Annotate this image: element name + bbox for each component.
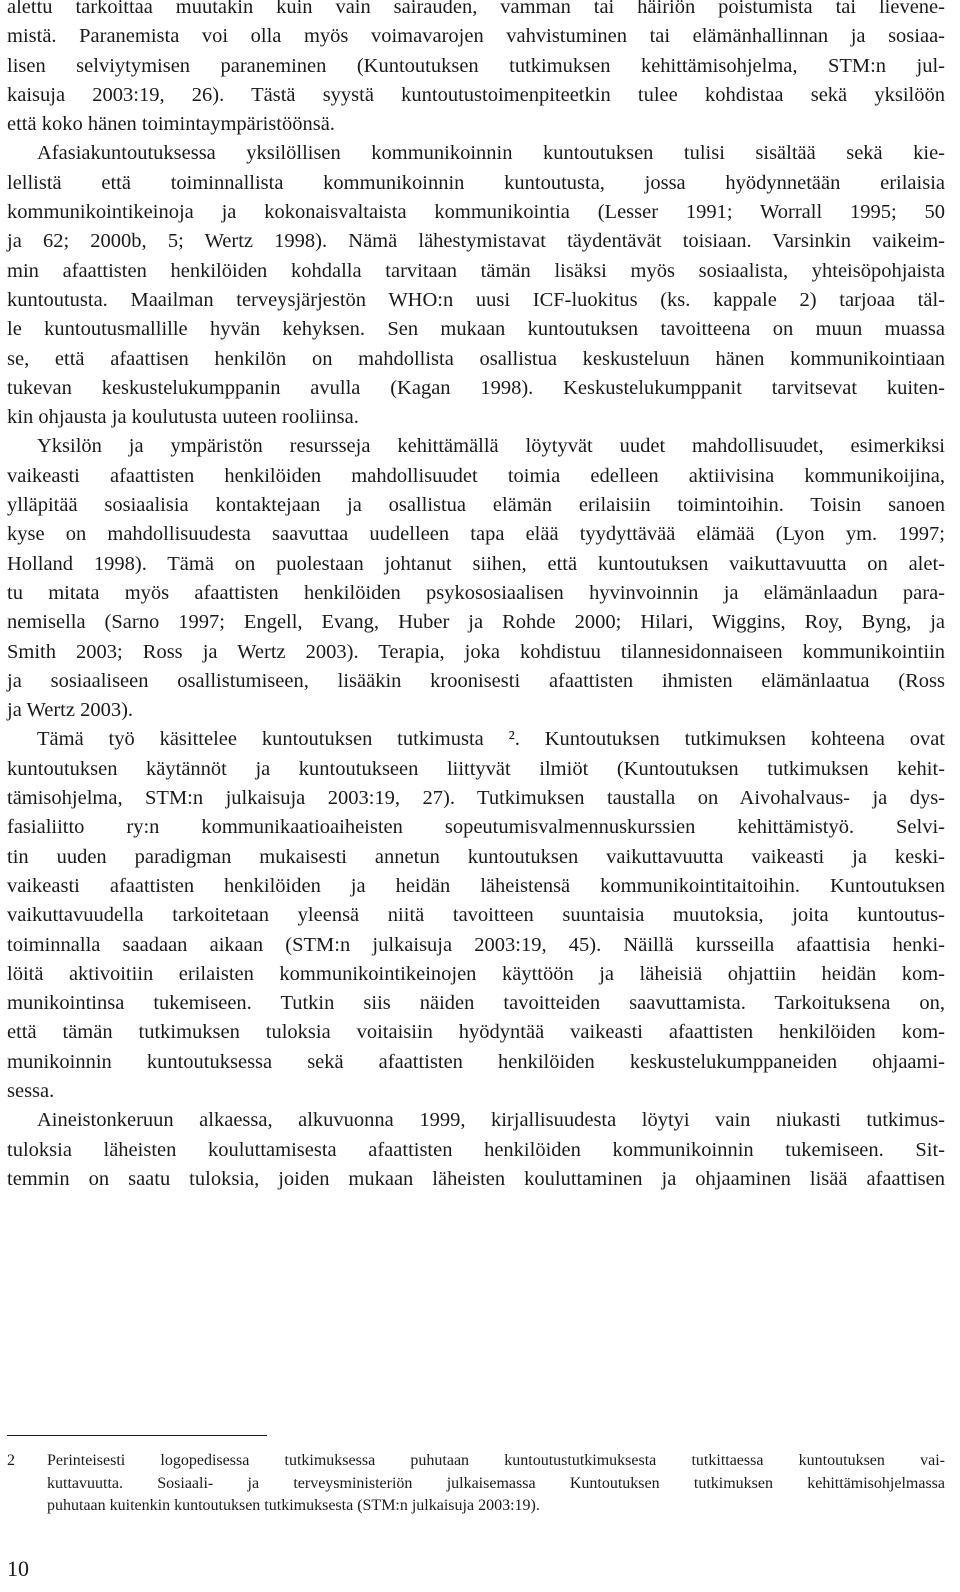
- text-line: Afasiakuntoutuksessa yksilöllisen kommunikoinnin kuntoutuksen tulisi sisältää sekä kie-: [37, 142, 945, 165]
- text-line: Aineistonkeruun alkaessa, alkuvuonna 1999, kirjallisuudesta löytyi vain niukasti tutkimus-: [37, 1109, 945, 1132]
- text-line: alettu tarkoittaa muutakin kuin vain sairauden, vamman tai häiriön poistumista tai lievene-: [7, 0, 945, 18]
- footnote-line: Perinteisesti logopedisessa tutkimuksessa puhutaan kuntoutustutkimuksesta tutkittaessa kuntoutuksen vai-: [47, 1452, 945, 1469]
- text-line: lellistä että toiminnallista kommunikoinnin kuntoutusta, jossa hyödynnetään erilaisia: [7, 171, 945, 194]
- paragraph: [7, 725, 945, 1106]
- text-line: lisen selviytymisen paraneminen (Kuntoutuksen tutkimuksen kehittämisohjelma, STM:n jul-: [7, 54, 945, 77]
- footnote-divider: [7, 1435, 267, 1436]
- text-line: min afaattisten henkilöiden kohdalla tarvitaan tämän lisäksi myös sosiaalista, yhteisöpohjaista: [7, 259, 945, 282]
- text-line: kommunikointikeinoja ja kokonaisvaltaista kommunikointia (Lesser 1991; Worrall 1995; 50: [7, 201, 945, 224]
- text-line: ja 62; 2000b, 5; Wertz 1998). Nämä lähestymistavat täydentävät toisiaan. Varsinkin vaikeim-: [7, 230, 945, 253]
- text-line: vaikeasti afaattisten henkilöiden ja heidän läheistensä kommunikointitaitoihin. Kuntoutuksen: [7, 874, 945, 897]
- text-line: munikoinnin kuntoutuksessa sekä afaattisten henkilöiden keskustelukumppaneiden ohjaami-: [7, 1050, 945, 1073]
- paragraph: [7, 139, 945, 432]
- paragraph: [7, 432, 945, 725]
- text-line: ylläpitää sosiaalisia kontaktejaan ja osallistua elämän erilaisiin toimintoihin. Toisin sanoen: [7, 494, 945, 517]
- text-line: tuloksia läheisten kouluttamisesta afaattisten henkilöiden kommunikoinnin tukemiseen. Sit-: [7, 1138, 945, 1161]
- page-number: 10: [7, 1556, 29, 1581]
- text-line: tu mitata myös afaattisten henkilöiden psykososiaalisen hyvinvoinnin ja elämänlaadun para-: [7, 581, 945, 604]
- text-line: Holland 1998). Tämä on puolestaan johtanut siihen, että kuntoutuksen vaikuttavuutta on alet-: [7, 552, 945, 575]
- text-line: Smith 2003; Ross ja Wertz 2003). Terapia, joka kohdistuu tilannesidonnaiseen kommunikointiin: [7, 640, 945, 663]
- text-line: tin uuden paradigman mukaisesti annetun kuntoutuksen vaikuttavuutta vaikeasti ja keski-: [7, 845, 945, 868]
- text-line: kyse on mahdollisuudesta saavuttaa uudelleen tapa elää tyydyttävää elämää (Lyon ym. 1997;: [7, 523, 945, 546]
- text-line: löitä aktivoitiin erilaisten kommunikointikeinojen käyttöön ja läheisiä ohjattiin heidän kom-: [7, 962, 945, 985]
- text-line: vaikeasti afaattisten henkilöiden mahdollisuudet toimia edelleen aktiivisina kommunikoijina,: [7, 464, 945, 487]
- text-line: temmin on saatu tuloksia, joiden mukaan läheisten kouluttaminen ja ohjaaminen lisää afaattisen: [7, 1167, 945, 1190]
- body-text: [7, 0, 945, 1194]
- text-line: le kuntoutusmallille hyvän kehyksen. Sen mukaan kuntoutuksen tavoitteena on muun muassa: [7, 318, 945, 341]
- text-line: mistä. Paranemista voi olla myös voimavarojen vahvistuminen tai elämänhallinnan ja sosiaa-: [7, 25, 945, 48]
- footnote-text: [47, 1450, 945, 1518]
- text-line: tämisohjelma, STM:n julkaisuja 2003:19, 27). Tutkimuksen taustalla on Aivohalvaus- ja dys-: [7, 787, 945, 810]
- text-line: toiminnalla saadaan aikaan (STM:n julkaisuja 2003:19, 45). Näillä kursseilla afaattisia henki-: [7, 933, 945, 956]
- text-line: kaisuja 2003:19, 26). Tästä syystä kuntoutustoimenpiteetkin tulee kohdistaa sekä yksilöön: [7, 83, 945, 106]
- text-line: että tämän tutkimuksen tuloksia voitaisiin hyödyntää vaikeasti afaattisten henkilöiden kom-: [7, 1021, 945, 1044]
- text-line: fasialiitto ry:n kommunikaatioaiheisten sopeutumisvalmennuskurssien kehittämistyö. Selvi-: [7, 816, 945, 839]
- text-line: se, että afaattisen henkilön on mahdollista osallistua keskusteluun hänen kommunikointiaan: [7, 347, 945, 370]
- text-line: kuntoutusta. Maailman terveysjärjestön WHO:n uusi ICF-luokitus (ks. kappale 2) tarjoaa täl-: [7, 288, 945, 311]
- text-line: kuntoutuksen käytännöt ja kuntoutukseen liittyvät ilmiöt (Kuntoutuksen tutkimuksen kehit-: [7, 757, 945, 780]
- text-line: Yksilön ja ympäristön resursseja kehittämällä löytyvät uudet mahdollisuudet, esimerkiksi: [37, 435, 945, 458]
- text-line: kin ohjausta ja koulutusta uuteen rooliinsa.: [7, 406, 359, 429]
- text-line: vaikuttavuudella tarkoitetaan yleensä niitä tavoitteen suuntaisia muutoksia, joita kuntoutus-: [7, 904, 945, 927]
- paragraph: [7, 0, 945, 139]
- text-line: munikointinsa tukemiseen. Tutkin siis näiden tavoitteiden saavuttamista. Tarkoituksena on,: [7, 992, 945, 1015]
- text-line: Tämä työ käsittelee kuntoutuksen tutkimusta ². Kuntoutuksen tutkimuksen kohteena ovat: [37, 728, 945, 751]
- text-line: sessa.: [7, 1079, 55, 1102]
- text-line: ja Wertz 2003).: [7, 699, 134, 722]
- text-line: että koko hänen toimintaympäristöönsä.: [7, 113, 335, 136]
- text-line: ja sosiaaliseen osallistumiseen, lisääkin kroonisesti afaattisten ihmisten elämänlaatua (Ross: [7, 669, 945, 692]
- text-line: nemisella (Sarno 1997; Engell, Evang, Huber ja Rohde 2000; Hilari, Wiggins, Roy, Byng, ja: [7, 611, 945, 634]
- text-line: tukevan keskustelukumppanin avulla (Kagan 1998). Keskustelukumppanit tarvitsevat kuiten-: [7, 376, 945, 399]
- footnote-line: puhutaan kuitenkin kuntoutuksen tutkimuksesta (STM:n julkaisuja 2003:19).: [47, 1497, 540, 1514]
- footnote-number: 2: [7, 1452, 15, 1469]
- footnote-line: kuttavuutta. Sosiaali- ja terveysministeriön julkaisemassa Kuntoutuksen tutkimuksen kehittämisohjelmassa: [47, 1474, 945, 1492]
- paragraph: [7, 1106, 945, 1194]
